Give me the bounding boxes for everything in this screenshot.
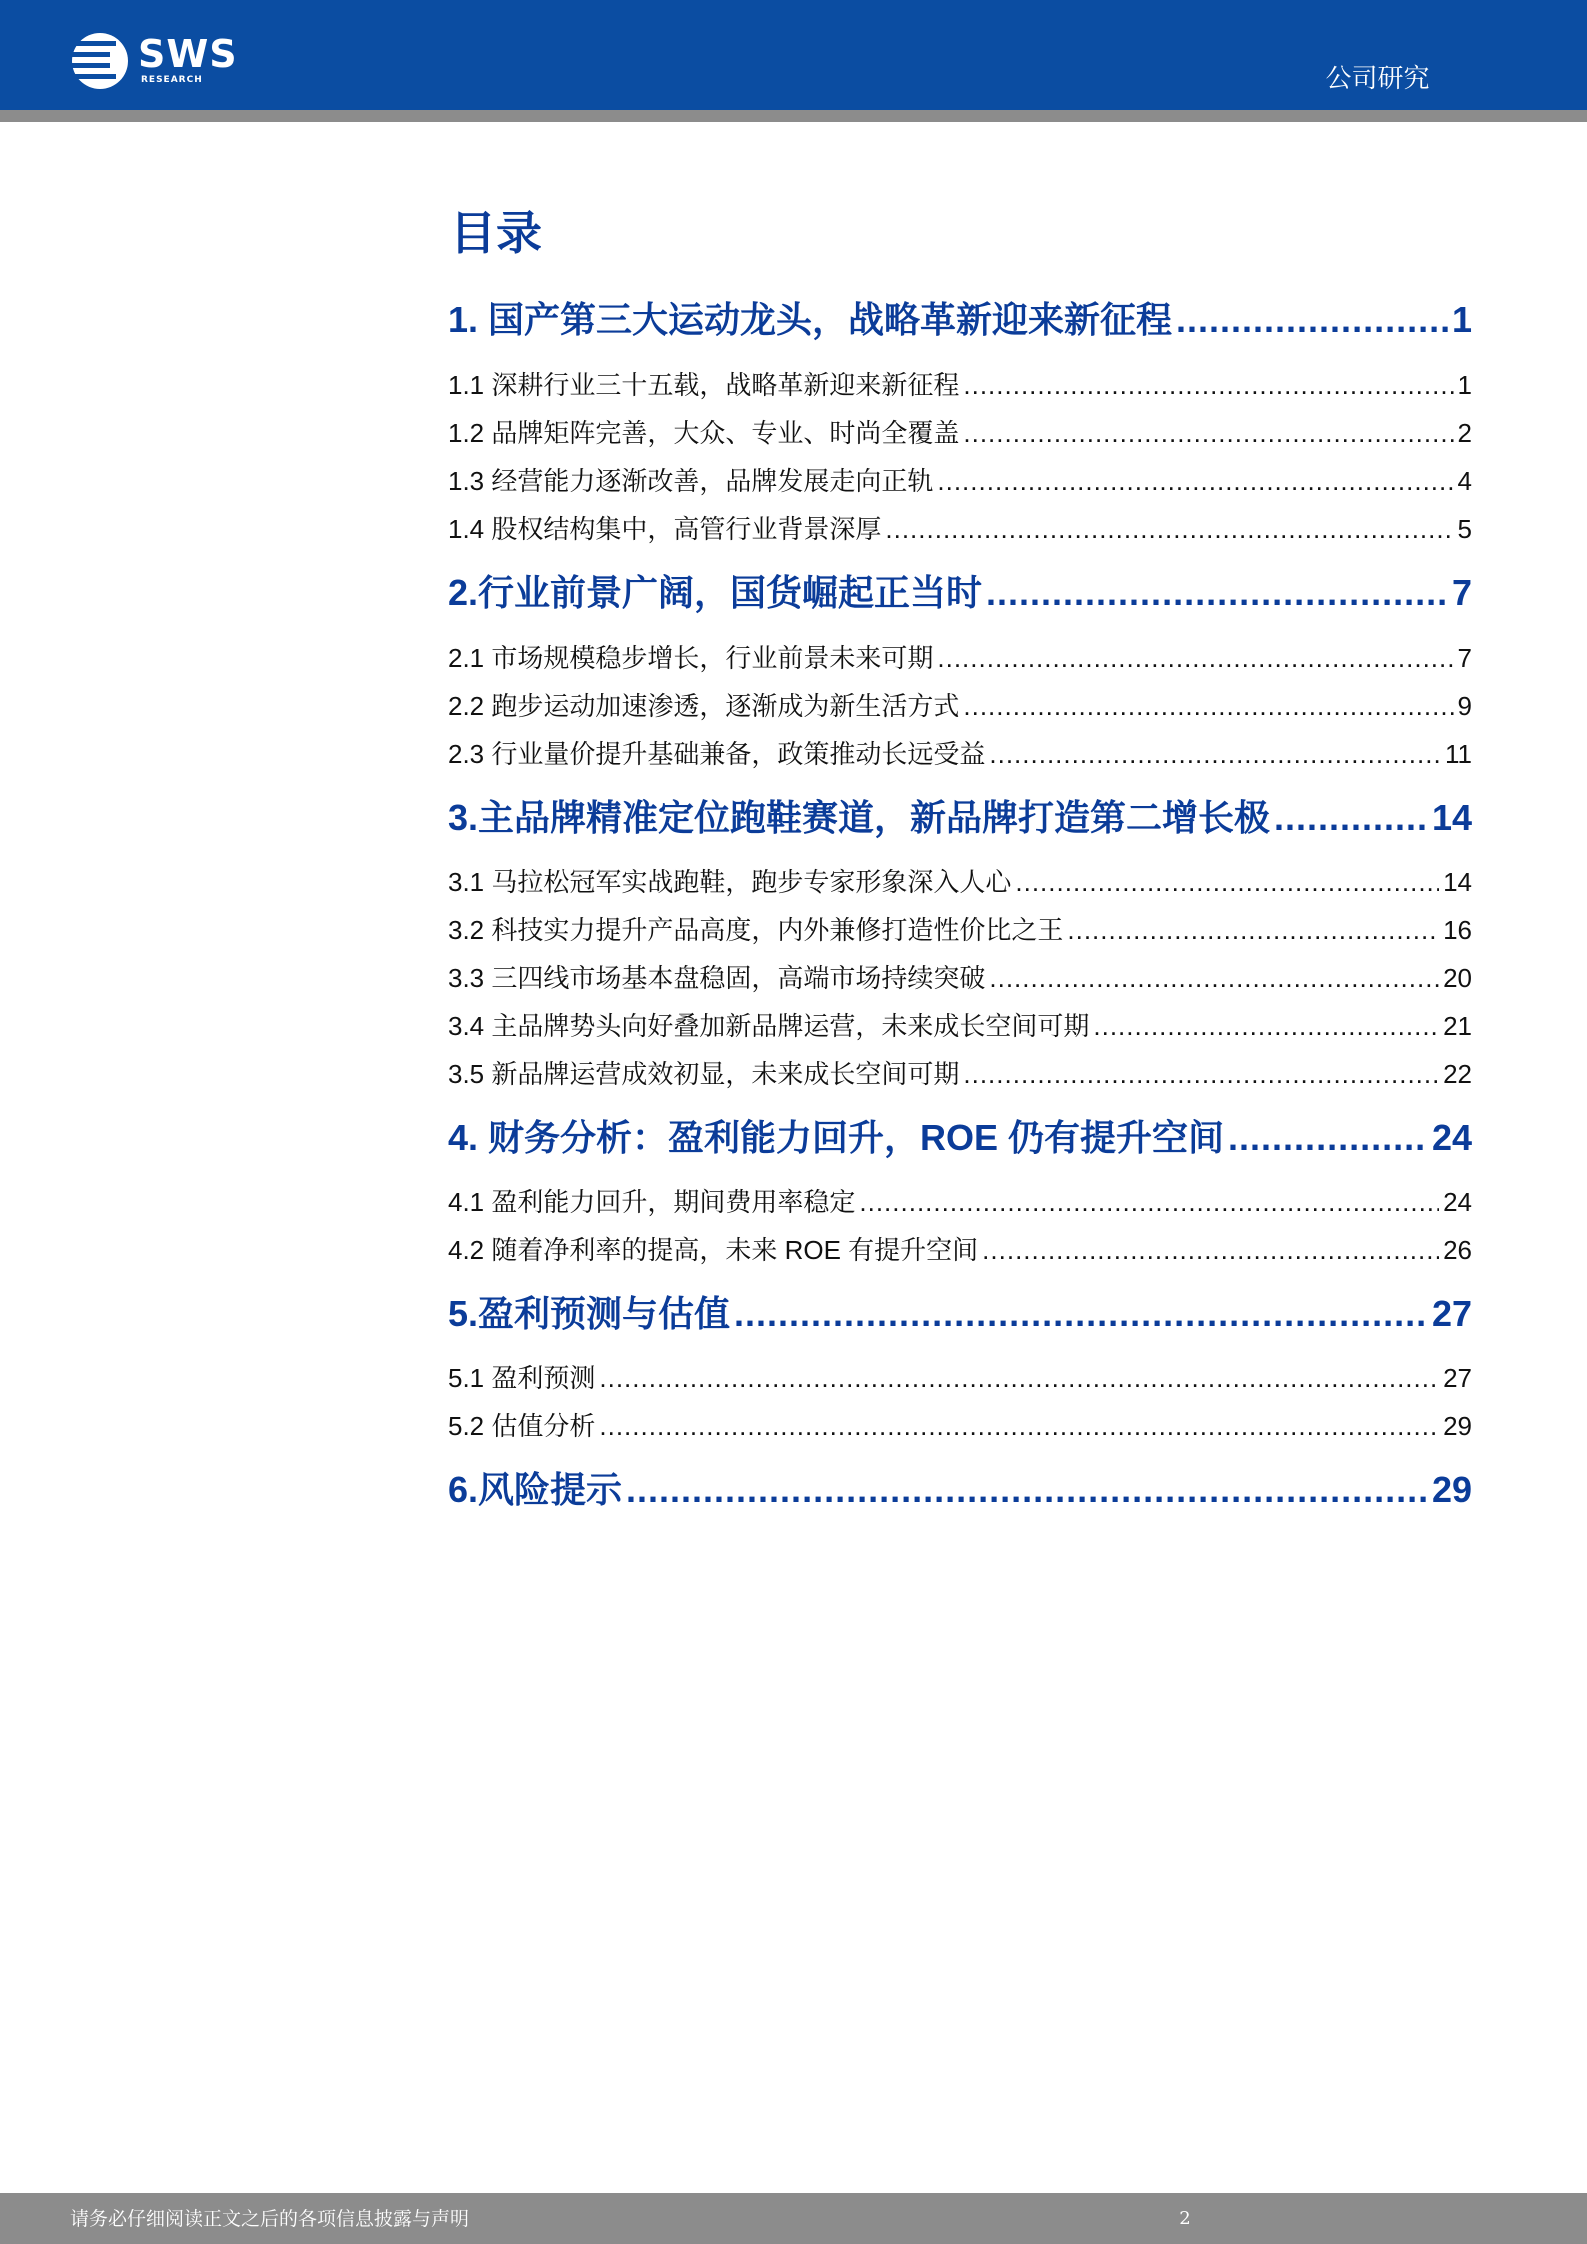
- toc-entry-page: 27: [1443, 1363, 1472, 1393]
- toc-dot-leader: [1093, 1010, 1439, 1042]
- toc-entry-page: 7: [1457, 643, 1472, 673]
- globe-logo-icon: [70, 30, 130, 92]
- toc-entry-subsection[interactable]: [448, 962, 1472, 994]
- toc-entry-subsection[interactable]: [448, 1234, 1472, 1266]
- toc-entry-title: 3.4 主品牌势头向好叠加新品牌运营，未来成长空间可期: [448, 1011, 1090, 1041]
- toc-entry-page: 29: [1443, 1411, 1472, 1441]
- toc-entry-section[interactable]: [448, 1116, 1472, 1160]
- toc-entry-page: 1: [1451, 299, 1472, 340]
- toc-dot-leader: [1067, 914, 1439, 946]
- report-footer: [0, 2193, 1587, 2244]
- toc-entry-subsection[interactable]: [448, 866, 1472, 898]
- toc-dot-leader: [989, 962, 1439, 994]
- toc-entry-subsection[interactable]: [448, 1186, 1472, 1218]
- toc-entry-page: 20: [1443, 963, 1472, 993]
- toc-entry-section[interactable]: [448, 1468, 1472, 1512]
- disclaimer-notice: 请务必仔细阅读正文之后的各项信息披露与声明: [70, 2208, 470, 2230]
- toc-entry-subsection[interactable]: [448, 1010, 1472, 1042]
- report-header: [0, 0, 1587, 110]
- toc-entry-title: 1.1 深耕行业三十五载，战略革新迎来新征程: [448, 370, 960, 400]
- toc-dot-leader: [599, 1410, 1439, 1442]
- toc-entry-page: 26: [1443, 1235, 1472, 1265]
- toc-entry-subsection[interactable]: [448, 369, 1472, 401]
- toc-dot-leader: [989, 738, 1441, 770]
- toc-entry-page: 22: [1443, 1059, 1472, 1089]
- toc-entry-section[interactable]: [448, 571, 1472, 615]
- toc-entry-title: 4.1 盈利能力回升，期间费用率稳定: [448, 1187, 856, 1217]
- toc-entry-title: 6.风险提示: [448, 1469, 623, 1510]
- toc-entry-subsection[interactable]: [448, 1410, 1472, 1442]
- toc-dot-leader: [1228, 1116, 1428, 1160]
- header-divider: [0, 110, 1587, 122]
- toc-dot-leader: [1015, 866, 1439, 898]
- toc-entry-subsection[interactable]: [448, 1058, 1472, 1090]
- toc-entry-subsection[interactable]: [448, 914, 1472, 946]
- toc-entry-title: 2.1 市场规模稳步增长，行业前景未来可期: [448, 643, 934, 673]
- toc-entry-title: 1.2 品牌矩阵完善，大众、专业、时尚全覆盖: [448, 418, 960, 448]
- toc-entry-title: 4. 财务分析：盈利能力回升，ROE 仍有提升空间: [448, 1117, 1225, 1158]
- report-type-label: 公司研究: [1325, 63, 1430, 93]
- toc-entry-page: 5: [1457, 514, 1472, 544]
- toc-entry-title: 3.5 新品牌运营成效初显，未来成长空间可期: [448, 1059, 960, 1089]
- toc-entry-section[interactable]: [448, 796, 1472, 840]
- page-number: 2: [1179, 2208, 1191, 2229]
- toc-dot-leader: [885, 513, 1453, 545]
- toc-entry-subsection[interactable]: [448, 417, 1472, 449]
- toc-entry-subsection[interactable]: [448, 1362, 1472, 1394]
- toc-dot-leader: [937, 465, 1453, 497]
- toc-entry-page: 14: [1443, 867, 1472, 897]
- toc-entry-title: 5.盈利预测与估值: [448, 1293, 731, 1334]
- toc-dot-leader: [599, 1362, 1439, 1394]
- toc-entry-page: 9: [1457, 691, 1472, 721]
- toc-entry-title: 3.2 科技实力提升产品高度，内外兼修打造性价比之王: [448, 915, 1064, 945]
- toc-entry-title: 3.主品牌精准定位跑鞋赛道，新品牌打造第二增长极: [448, 797, 1271, 838]
- toc-entry-title: 1.4 股权结构集中，高管行业背景深厚: [448, 514, 882, 544]
- logo-subtext: RESEARCH: [141, 75, 203, 85]
- toc-entry-section[interactable]: [448, 1292, 1472, 1336]
- toc-entry-page: 16: [1443, 915, 1472, 945]
- toc-entry-title: 3.1 马拉松冠军实战跑鞋，跑步专家形象深入人心: [448, 867, 1012, 897]
- toc-entry-section[interactable]: [448, 298, 1472, 342]
- logo-wordmark: SWS: [138, 32, 238, 76]
- toc-entry-page: 29: [1431, 1469, 1472, 1510]
- toc-entry-title: 2.3 行业量价提升基础兼备，政策推动长远受益: [448, 739, 986, 769]
- toc-dot-leader: [734, 1292, 1428, 1336]
- toc-entry-page: 14: [1431, 797, 1472, 838]
- toc-entry-subsection[interactable]: [448, 465, 1472, 497]
- toc-entry-subsection[interactable]: [448, 738, 1472, 770]
- toc-entry-title: 5.2 估值分析: [448, 1411, 596, 1441]
- toc-dot-leader: [963, 369, 1453, 401]
- toc-entry-title: 2.2 跑步运动加速渗透，逐渐成为新生活方式: [448, 691, 960, 721]
- toc-entry-subsection[interactable]: [448, 642, 1472, 674]
- toc-entry-page: 21: [1443, 1011, 1472, 1041]
- toc-dot-leader: [963, 690, 1453, 722]
- toc-dot-leader: [1274, 796, 1428, 840]
- toc-entry-page: 1: [1457, 370, 1472, 400]
- toc-entry-title: 4.2 随着净利率的提高，未来 ROE 有提升空间: [448, 1235, 979, 1265]
- toc-dot-leader: [963, 417, 1453, 449]
- sws-logo: [70, 30, 238, 94]
- toc-entry-title: 3.3 三四线市场基本盘稳固，高端市场持续突破: [448, 963, 986, 993]
- toc-entry-page: 7: [1451, 572, 1472, 613]
- toc-entry-page: 4: [1457, 466, 1472, 496]
- toc-dot-leader: [982, 1234, 1439, 1266]
- toc-dot-leader: [626, 1468, 1428, 1512]
- toc-entry-page: 27: [1431, 1293, 1472, 1334]
- toc-entry-title: 5.1 盈利预测: [448, 1363, 596, 1393]
- toc-dot-leader: [937, 642, 1453, 674]
- toc-dot-leader: [859, 1186, 1439, 1218]
- toc-dot-leader: [986, 571, 1448, 615]
- toc-title: 目录: [450, 207, 542, 259]
- toc-entry-page: 11: [1445, 739, 1472, 769]
- toc-entry-page: 2: [1457, 418, 1472, 448]
- toc-dot-leader: [1176, 298, 1448, 342]
- toc-entry-title: 1. 国产第三大运动龙头，战略革新迎来新征程: [448, 299, 1173, 340]
- toc-entry-subsection[interactable]: [448, 690, 1472, 722]
- toc-entry-subsection[interactable]: [448, 513, 1472, 545]
- toc-entry-page: 24: [1431, 1117, 1472, 1158]
- toc-entry-page: 24: [1443, 1187, 1472, 1217]
- toc-dot-leader: [963, 1058, 1439, 1090]
- toc-entry-title: 2.行业前景广阔，国货崛起正当时: [448, 572, 983, 613]
- toc-entry-title: 1.3 经营能力逐渐改善，品牌发展走向正轨: [448, 466, 934, 496]
